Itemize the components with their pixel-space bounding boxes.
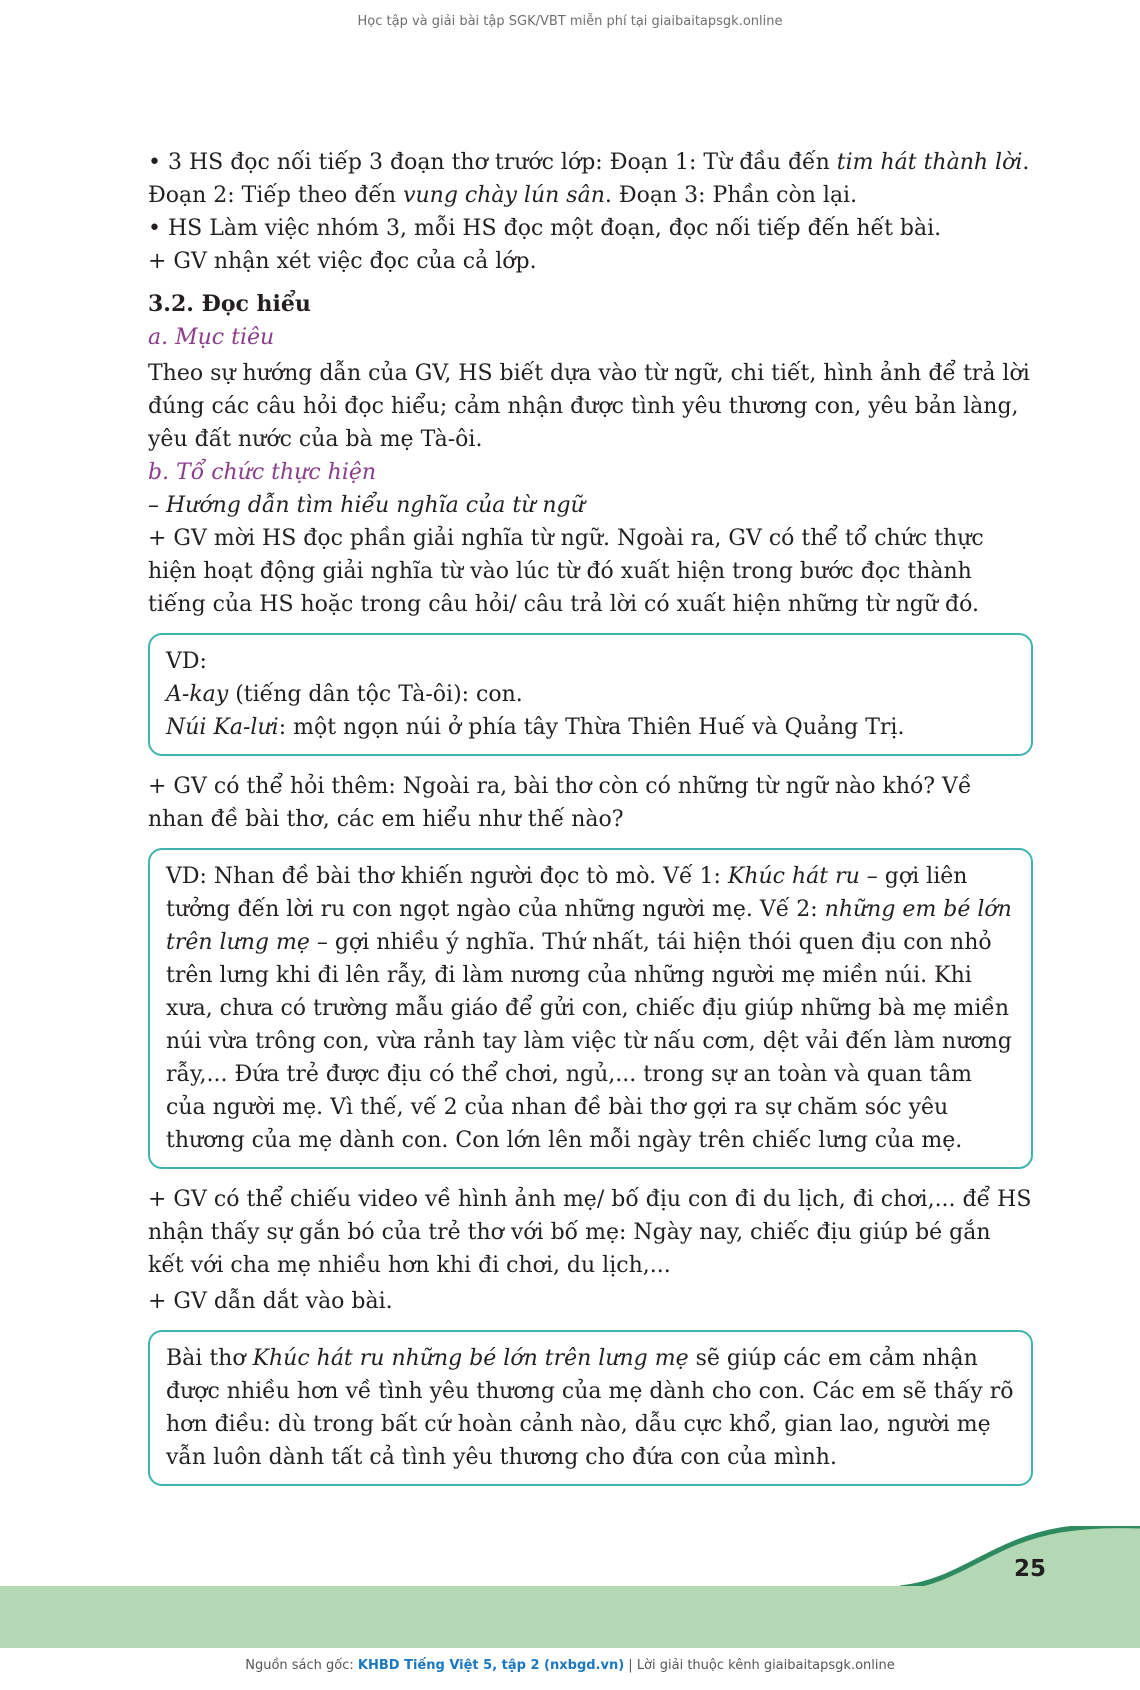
paragraph-teacher-comment: + GV nhận xét việc đọc của cả lớp.	[148, 249, 537, 274]
heading-objective: a. Mục tiêu	[148, 325, 275, 350]
sub-heading-vocabulary: – Hướng dẫn tìm hiểu nghĩa của từ ngữ	[148, 493, 585, 518]
footer-band	[0, 1586, 1140, 1648]
page-content	[148, 146, 1033, 1500]
source-book-link[interactable]: KHBD Tiếng Việt 5, tập 2 (nxbgd.vn)	[357, 1658, 625, 1673]
section-heading: 3.2. Đọc hiểu	[148, 291, 311, 317]
box-label: VD:	[166, 649, 207, 674]
vocab-item-kalui: Núi Ka-lưi: một ngọn núi ở phía tây Thừa Thiên Huế và Quảng Trị.	[166, 715, 905, 740]
paragraph-group-work: • HS Làm việc nhóm 3, mỗi HS đọc một đoạn, đọc nối tiếp đến hết bài.	[148, 216, 942, 241]
heading-procedure: b. Tổ chức thực hiện	[148, 460, 377, 485]
source-credit: Nguồn sách gốc: KHBD Tiếng Việt 5, tập 2 (nxbgd.vn) | Lời giải thuộc kênh giaibaitapsgk.online	[245, 1658, 895, 1673]
paragraph-video: + GV có thể chiếu video về hình ảnh mẹ/ bố địu con đi du lịch, đi chơi,... để HS nhận thấy sự gắn bó của trẻ thơ với bố mẹ: Ngày nay, chiếc địu giúp bé gắn kết với cha mẹ nhiều hơn khi đi chơi, du lịch,...	[148, 1187, 1032, 1278]
box-lead-in-text: Bài thơ Khúc hát ru những bé lớn trên lưng mẹ sẽ giúp các em cảm nhận được nhiều hơn về tình yêu thương của mẹ dành cho con. Các em sẽ thấy rõ hơn điều: dù trong bất cứ hoàn cảnh nào, dẫu cực khổ, gian lao, người mẹ vẫn luôn dành tất cả tình yêu thương cho đứa con của mình.	[166, 1346, 1014, 1470]
paragraph-lead-in: + GV dẫn dắt vào bài.	[148, 1289, 393, 1314]
vocab-item-akay: A-kay (tiếng dân tộc Tà-ôi): con.	[166, 682, 523, 707]
example-box-vocabulary	[148, 633, 1033, 756]
example-box-title	[148, 848, 1033, 1169]
paragraph-vocabulary: + GV mời HS đọc phần giải nghĩa từ ngữ. Ngoài ra, GV có thể tổ chức thực hiện hoạt động giải nghĩa từ vào lúc từ đó xuất hiện trong bước đọc thành tiếng của HS hoặc trong câu hỏi/ câu trả lời có xuất hiện những từ ngữ đó.	[148, 526, 984, 617]
example-box-lead-in	[148, 1330, 1033, 1486]
top-banner: Học tập và giải bài tập SGK/VBT miễn phí tại giaibaitapsgk.online	[357, 14, 783, 29]
box-title-explanation: VD: Nhan đề bài thơ khiến người đọc tò mò. Vế 1: Khúc hát ru – gợi liên tưởng đến lời ru con ngọt ngào của những người mẹ. Vế 2: những em bé lớn trên lưng mẹ – gợi nhiều ý nghĩa. Thứ nhất, tái hiện thói quen địu con nhỏ trên lưng khi đi lên rẫy, đi làm nương của những người mẹ miền núi. Khi xưa, chưa có trường mẫu giáo để gửi con, chiếc địu giúp những bà mẹ miền núi vừa trông con, vừa rảnh tay làm việc từ nấu cơm, dệt vải đến làm nương rẫy,... Đứa trẻ được địu có thể chơi, ngủ,... trong sự an toàn và quan tâm của người mẹ. Vì thế, vế 2 của nhan đề bài thơ gợi ra sự chăm sóc yêu thương của mẹ dành con. Con lớn lên mỗi ngày trên chiếc lưng của mẹ.	[166, 864, 1012, 1153]
paragraph-extra-question: + GV có thể hỏi thêm: Ngoài ra, bài thơ còn có những từ ngữ nào khó? Về nhan đề bài thơ, các em hiểu như thế nào?	[148, 774, 972, 832]
paragraph-objective: Theo sự hướng dẫn của GV, HS biết dựa vào từ ngữ, chi tiết, hình ảnh để trả lời đúng các câu hỏi đọc hiểu; cảm nhận được tình yêu thương con, yêu bản làng, yêu đất nước của bà mẹ Tà-ôi.	[148, 361, 1030, 452]
page-number: 25	[1013, 1556, 1046, 1582]
paragraph-reading-order: • 3 HS đọc nối tiếp 3 đoạn thơ trước lớp: Đoạn 1: Từ đầu đến tim hát thành lời. Đoạn 2: Tiếp theo đến vung chày lún sân. Đoạn 3: Phần còn lại.	[148, 150, 1030, 208]
